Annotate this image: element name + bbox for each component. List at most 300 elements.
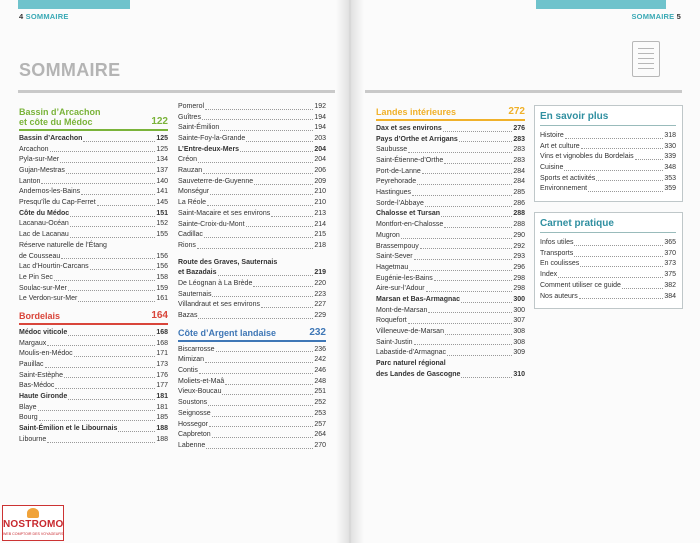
toc-entry-page: 359 xyxy=(664,185,676,193)
toc-entry-page: 223 xyxy=(314,290,326,298)
dot-leader xyxy=(254,184,313,185)
toc-entry-page: 181 xyxy=(156,393,168,401)
toc-entry-label: Monségur xyxy=(178,188,210,196)
toc-entry xyxy=(19,177,168,188)
toc-entry xyxy=(178,388,326,399)
toc-entry xyxy=(19,220,168,231)
dot-leader xyxy=(271,216,313,217)
dot-leader xyxy=(54,280,155,281)
dot-leader xyxy=(38,410,156,411)
left-page-number: 4 xyxy=(19,12,24,21)
toc-entry-page: 161 xyxy=(156,295,168,303)
toc-entry-label: Sainte-Croix-du-Mont xyxy=(178,220,245,228)
toc-entry-label: Saubusse xyxy=(376,146,408,154)
toc-entry-label: Arcachon xyxy=(19,145,49,153)
toc-entry-page: 288 xyxy=(513,210,525,218)
toc-entry-label: Montfort-en-Chalosse xyxy=(376,221,444,229)
left-folio xyxy=(19,12,69,21)
dot-leader xyxy=(210,194,313,195)
toc-entry-label: La Réole xyxy=(178,199,207,207)
toc-entry xyxy=(178,279,326,290)
toc-entry-label: Côte du Médoc xyxy=(19,209,70,217)
toc-entry xyxy=(19,134,168,145)
toc-entry-label: Cadillac xyxy=(178,231,203,239)
toc-entry-label: Mimizan xyxy=(178,356,205,364)
dot-leader xyxy=(422,173,513,174)
toc-entry xyxy=(178,430,326,441)
toc-entry-page: 156 xyxy=(156,252,168,260)
toc-entry-label: Hagetmau xyxy=(376,263,409,271)
dot-leader xyxy=(39,420,156,421)
toc-entry xyxy=(376,145,525,156)
toc-entry-page: 382 xyxy=(664,281,676,289)
toc-entry-page: 242 xyxy=(314,356,326,364)
toc-entry-label: Hastingues xyxy=(376,189,412,197)
toc-entry-label: Haute Gironde xyxy=(19,393,68,401)
toc-entry-page: 284 xyxy=(513,167,525,175)
toc-entry-page: 292 xyxy=(513,242,525,250)
toc-entry xyxy=(19,198,168,209)
toc-entry xyxy=(19,294,168,305)
toc-entry xyxy=(376,295,525,306)
toc-entry-label: Port-de-Lanne xyxy=(376,167,421,175)
dot-leader xyxy=(50,151,156,152)
toc-entry-label: Le Verdon-sur-Mer xyxy=(19,295,78,303)
toc-entry-label: Bassin d’Arcachon xyxy=(19,134,83,142)
info-box-title: En savoir plus xyxy=(540,111,676,126)
section-title: Landes intérieures xyxy=(376,107,457,117)
toc-entry xyxy=(178,398,326,409)
toc-entry xyxy=(19,284,168,295)
toc-entry-page: 310 xyxy=(513,370,525,378)
dot-leader xyxy=(588,191,663,192)
toc-entry xyxy=(19,155,168,166)
right-header-tab xyxy=(536,0,666,9)
toc-entry xyxy=(19,252,168,263)
toc-entry-label: Art et culture xyxy=(540,142,580,150)
ship-icon xyxy=(27,508,39,518)
dot-leader xyxy=(409,270,512,271)
dot-leader xyxy=(445,334,512,335)
toc-entry-page: 159 xyxy=(156,284,168,292)
dot-leader xyxy=(204,237,313,238)
toc-entry xyxy=(178,300,326,311)
dot-leader xyxy=(199,373,313,374)
dot-leader xyxy=(197,248,313,249)
toc-entry-label: Pyla-sur-Mer xyxy=(19,156,60,164)
toc-entry-label: Contis xyxy=(178,367,198,375)
dot-leader xyxy=(208,405,313,406)
toc-entry-page: 213 xyxy=(314,209,326,217)
right-folio xyxy=(631,12,681,21)
toc-entry xyxy=(178,177,326,188)
toc-entry-page: 156 xyxy=(156,263,168,271)
toc-entry-label: En coulisses xyxy=(540,260,580,268)
toc-entry-page: 145 xyxy=(156,199,168,207)
left-header-tab xyxy=(18,0,130,9)
dot-leader xyxy=(55,388,155,389)
dot-leader xyxy=(408,323,513,324)
toc-entry xyxy=(19,339,168,350)
dot-leader xyxy=(118,431,155,432)
dot-leader xyxy=(443,131,513,132)
toc-entry xyxy=(376,177,525,188)
right-running-head: SOMMAIRE xyxy=(631,12,675,21)
toc-entry xyxy=(376,327,525,338)
toc-entry xyxy=(178,209,326,220)
left-rule xyxy=(18,90,335,93)
dot-leader xyxy=(246,141,313,142)
toc-entry-label: Libourne xyxy=(19,435,47,443)
toc-entry-page: 141 xyxy=(156,188,168,196)
toc-entry-label: Parc naturel régional xyxy=(376,360,446,368)
toc-entry-label: Le Pin Sec xyxy=(19,273,53,281)
toc-entry-page: 188 xyxy=(156,435,168,443)
dot-leader xyxy=(68,399,155,400)
dot-leader xyxy=(212,437,314,438)
toc-entry xyxy=(376,210,525,221)
toc-entry-page: 300 xyxy=(513,295,525,303)
toc-entry xyxy=(376,263,525,274)
toc-entry-page: 257 xyxy=(314,420,326,428)
toc-entry-label: Roquefort xyxy=(376,317,407,325)
toc-entry-page: 214 xyxy=(314,220,326,228)
dot-leader xyxy=(461,302,512,303)
toc-entry xyxy=(540,163,676,174)
dot-leader xyxy=(444,227,512,228)
toc-entry-label: Guîtres xyxy=(178,113,201,121)
toc-entry-page: 339 xyxy=(664,153,676,161)
toc-entry-label: Capbreton xyxy=(178,431,211,439)
toc-entry-page: 251 xyxy=(314,388,326,396)
toc-entry-label: Rauzan xyxy=(178,167,203,175)
toc-entry-page: 219 xyxy=(314,269,326,277)
toc-entry-page: 155 xyxy=(156,231,168,239)
toc-entry-page: 290 xyxy=(513,231,525,239)
section-heading xyxy=(19,311,168,325)
toc-entry xyxy=(540,238,676,249)
dot-leader xyxy=(209,426,313,427)
toc-entry-page: 384 xyxy=(664,292,676,300)
dot-leader xyxy=(97,205,156,206)
dot-leader xyxy=(574,256,663,257)
dot-leader xyxy=(81,194,155,195)
dot-leader xyxy=(74,356,156,357)
toc-entry-page: 158 xyxy=(156,273,168,281)
toc-entry xyxy=(376,199,525,210)
toc-entry-label: Presqu’île du Cap-Ferret xyxy=(19,199,96,207)
toc-entry-label: Eugénie-les-Bains xyxy=(376,274,433,282)
toc-entry-page: 168 xyxy=(156,328,168,336)
dot-leader xyxy=(447,355,512,356)
dot-leader xyxy=(202,119,313,120)
toc-entry-label: de Cousseau xyxy=(19,252,61,260)
dot-leader xyxy=(45,367,156,368)
toc-entry-label: Médoc viticole xyxy=(19,328,68,336)
toc-entry-label: Lac d’Hourtin-Carcans xyxy=(19,263,89,271)
toc-entry xyxy=(376,370,525,381)
toc-entry xyxy=(178,198,326,209)
dot-leader xyxy=(461,377,512,378)
toc-entry xyxy=(540,184,676,195)
toc-column-1 xyxy=(19,107,168,446)
dot-leader xyxy=(412,195,512,196)
toc-entry-page: 283 xyxy=(513,157,525,165)
logo-tagline: WEB COMPTOIR DES VOYAGEURS xyxy=(3,532,64,536)
toc-entry-page: 307 xyxy=(513,317,525,325)
toc-entry-page: 375 xyxy=(664,271,676,279)
toc-entry xyxy=(540,281,676,292)
toc-entry-label: Saint-Estèphe xyxy=(19,371,63,379)
toc-entry-page: 276 xyxy=(513,124,525,132)
toc-entry-page: 229 xyxy=(314,312,326,320)
toc-entry-page: 125 xyxy=(156,145,168,153)
dot-leader xyxy=(78,301,155,302)
toc-entry-label: Route des Graves, Sauternais xyxy=(178,258,278,266)
toc-entry-page: 140 xyxy=(156,177,168,185)
section-heading xyxy=(376,107,525,121)
dot-leader xyxy=(420,248,513,249)
toc-entry-label: Pomerol xyxy=(178,102,205,110)
toc-entry-page: 152 xyxy=(156,220,168,228)
toc-entry-page: 330 xyxy=(664,142,676,150)
dot-leader xyxy=(414,259,513,260)
toc-column-3 xyxy=(376,107,525,381)
toc-entry-label: Labenne xyxy=(178,441,206,449)
toc-entry xyxy=(178,145,326,156)
toc-entry-page: 264 xyxy=(314,431,326,439)
toc-entry xyxy=(376,135,525,146)
toc-entry xyxy=(178,311,326,322)
toc-entry-page: 177 xyxy=(156,382,168,390)
toc-entry-label: Sorde-l’Abbaye xyxy=(376,199,424,207)
toc-entry xyxy=(540,249,676,260)
dot-leader xyxy=(218,275,314,276)
toc-entry-label: Marsan et Bas-Armagnac xyxy=(376,295,461,303)
dot-leader xyxy=(220,130,313,131)
toc-entry-page: 253 xyxy=(314,409,326,417)
toc-entry-label: Villandraut et ses environs xyxy=(178,301,260,309)
toc-entry-label: Lanton xyxy=(19,177,41,185)
toc-entry-page: 252 xyxy=(314,399,326,407)
section-heading xyxy=(178,328,326,342)
dot-leader xyxy=(428,312,512,313)
toc-entry xyxy=(376,306,525,317)
toc-entry-label: Saint-Émilion xyxy=(178,124,220,132)
toc-entry-page: 270 xyxy=(314,441,326,449)
toc-entry-page: 168 xyxy=(156,339,168,347)
toc-entry-page: 210 xyxy=(314,199,326,207)
dot-leader xyxy=(565,138,664,139)
toc-entry xyxy=(376,156,525,167)
dot-leader xyxy=(596,180,663,181)
toc-entry-page: 373 xyxy=(664,260,676,268)
toc-entry-page: 300 xyxy=(513,306,525,314)
toc-entry xyxy=(19,349,168,360)
toc-entry-label: Labastide-d’Armagnac xyxy=(376,349,447,357)
toc-entry-label: Sainte-Foy-la-Grande xyxy=(178,135,246,143)
toc-entry-page: 288 xyxy=(513,221,525,229)
toc-entry-page: 293 xyxy=(513,253,525,261)
dot-leader xyxy=(70,226,155,227)
toc-entry xyxy=(540,174,676,185)
toc-entry xyxy=(178,123,326,134)
toc-entry-label: Soustons xyxy=(178,399,208,407)
toc-entry xyxy=(19,273,168,284)
section-title: Bordelais xyxy=(19,311,61,321)
toc-entry xyxy=(19,360,168,371)
toc-entry xyxy=(19,328,168,339)
toc-entry xyxy=(376,359,525,370)
toc-entry-label: Index xyxy=(540,271,558,279)
dot-leader xyxy=(207,205,313,206)
toc-entry xyxy=(376,252,525,263)
dot-leader xyxy=(205,362,313,363)
toc-entry xyxy=(376,167,525,178)
toc-entry xyxy=(540,260,676,271)
toc-entry xyxy=(19,435,168,446)
toc-entry xyxy=(376,348,525,359)
dot-leader xyxy=(635,159,664,160)
toc-entry-page: 173 xyxy=(156,361,168,369)
toc-entry-label: Histoire xyxy=(540,131,564,139)
toc-entry-label: De Léognan à La Brède xyxy=(178,279,253,287)
toc-entry-label: Saint-Émilion et le Libournais xyxy=(19,425,118,433)
toc-entry-page: 220 xyxy=(314,279,326,287)
toc-entry-label: des Landes de Gascogne xyxy=(376,370,461,378)
toc-entry-label: Dax et ses environs xyxy=(376,124,442,132)
dot-leader xyxy=(581,148,664,149)
toc-entry-label: Transports xyxy=(540,249,574,257)
toc-entry-page: 176 xyxy=(156,371,168,379)
toc-entry-label: Saint-Macaire et ses environs xyxy=(178,209,271,217)
toc-entry-label: Rions xyxy=(178,241,196,249)
toc-entry-label: Bazas xyxy=(178,312,198,320)
toc-entry-label: Blaye xyxy=(19,403,37,411)
toc-entry xyxy=(540,270,676,281)
toc-entry xyxy=(19,381,168,392)
right-rule xyxy=(365,90,682,93)
toc-entry-page: 298 xyxy=(513,285,525,293)
dot-leader xyxy=(622,288,663,289)
toc-entry-label: Bourg xyxy=(19,414,38,422)
toc-entry-label: Environnement xyxy=(540,185,588,193)
toc-entry xyxy=(178,366,326,377)
toc-entry xyxy=(178,441,326,452)
section-page: 122 xyxy=(151,116,168,127)
toc-column-4 xyxy=(534,105,683,309)
toc-entry-label: Réserve naturelle de l’Étang xyxy=(19,241,107,249)
toc-entry-page: 206 xyxy=(314,167,326,175)
toc-entry xyxy=(178,268,326,279)
dot-leader xyxy=(212,296,313,297)
toc-entry-page: 365 xyxy=(664,239,676,247)
toc-entry-label: Margaux xyxy=(19,339,47,347)
toc-entry-label: Biscarrosse xyxy=(178,345,215,353)
contents-list-icon xyxy=(632,41,660,77)
toc-entry-label: Moulis-en-Médoc xyxy=(19,350,73,358)
toc-entry-label: Saint-Sever xyxy=(376,253,413,261)
toc-entry xyxy=(376,231,525,242)
toc-entry-page: 309 xyxy=(513,349,525,357)
dot-leader xyxy=(70,237,155,238)
toc-entry-label: Vins et vignobles du Bordelais xyxy=(540,153,634,161)
toc-entry-page: 185 xyxy=(156,414,168,422)
toc-entry xyxy=(19,262,168,273)
dot-leader xyxy=(68,290,155,291)
toc-entry-page: 203 xyxy=(314,135,326,143)
toc-entry-label: Saint-Justin xyxy=(376,338,413,346)
dot-leader xyxy=(564,170,663,171)
toc-entry-label: Hossegor xyxy=(178,420,208,428)
toc-entry-page: 192 xyxy=(314,102,326,110)
toc-entry-page: 227 xyxy=(314,301,326,309)
toc-entry xyxy=(19,230,168,241)
dot-leader xyxy=(216,351,314,352)
nostromo-logo xyxy=(2,505,64,541)
toc-entry-page: 134 xyxy=(156,156,168,164)
toc-column-2 xyxy=(178,102,326,452)
toc-entry-label: Gujan-Mestras xyxy=(19,167,65,175)
toc-entry-label: Lacanau-Océan xyxy=(19,220,69,228)
toc-entry-page: 151 xyxy=(156,209,168,217)
toc-entry xyxy=(19,145,168,156)
toc-entry xyxy=(376,338,525,349)
toc-entry xyxy=(178,409,326,420)
toc-entry-page: 283 xyxy=(513,146,525,154)
toc-entry-label: Lac de Lacanau xyxy=(19,231,69,239)
toc-entry-page: 188 xyxy=(156,425,168,433)
info-box xyxy=(534,105,683,202)
toc-entry-page: 194 xyxy=(314,113,326,121)
dot-leader xyxy=(61,258,155,259)
toc-entry xyxy=(376,242,525,253)
toc-entry xyxy=(376,284,525,295)
dot-leader xyxy=(47,345,155,346)
toc-entry-page: 246 xyxy=(314,367,326,375)
toc-entry xyxy=(178,241,326,252)
toc-entry-page: 283 xyxy=(513,135,525,143)
toc-entry-label: Soulac-sur-Mer xyxy=(19,284,67,292)
toc-entry-label: Vieux-Boucau xyxy=(178,388,222,396)
dot-leader xyxy=(225,384,313,385)
toc-entry xyxy=(19,424,168,435)
toc-entry xyxy=(178,102,326,113)
toc-entry-label: Aire-sur-l’Adour xyxy=(376,285,425,293)
toc-entry-page: 137 xyxy=(156,167,168,175)
toc-entry-page: 353 xyxy=(664,174,676,182)
toc-entry xyxy=(178,134,326,145)
page-title: SOMMAIRE xyxy=(19,60,121,80)
toc-entry xyxy=(376,316,525,327)
left-running-head: SOMMAIRE xyxy=(25,12,69,21)
toc-entry-label: L’Entre-deux-Mers xyxy=(178,145,240,153)
dot-leader xyxy=(414,344,513,345)
toc-entry-label: Sauveterre-de-Guyenne xyxy=(178,177,254,185)
toc-entry-page: 298 xyxy=(513,274,525,282)
dot-leader xyxy=(580,266,663,267)
toc-entry-page: 308 xyxy=(513,328,525,336)
toc-entry-label: Chalosse et Tursan xyxy=(376,210,441,218)
toc-entry-page: 204 xyxy=(314,145,326,153)
toc-entry-label: Mont-de-Marsan xyxy=(376,306,428,314)
toc-entry xyxy=(178,420,326,431)
dot-leader xyxy=(205,109,313,110)
toc-entry-label: Mugron xyxy=(376,231,400,239)
toc-entry-page: 308 xyxy=(513,338,525,346)
toc-entry xyxy=(540,142,676,153)
toc-entry-page: 125 xyxy=(156,134,168,142)
